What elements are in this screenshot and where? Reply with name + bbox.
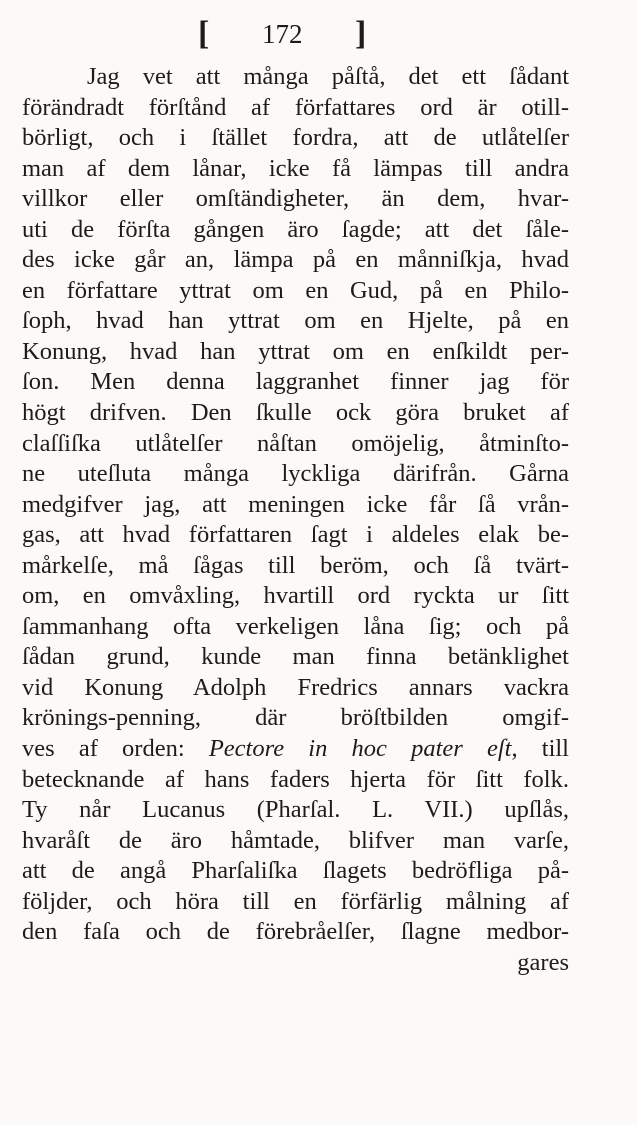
text-line-with-quotation bbox=[22, 734, 569, 765]
text-line: claſſiſka utlåtelſer nåſtan omöjelig, åtminſto- bbox=[22, 429, 569, 457]
text-line: gas, att hvad författaren ſagt i aldeles elak be- bbox=[22, 521, 569, 549]
text-line: vid Konung Adolph Fredrics annars vackra bbox=[22, 673, 569, 701]
latin-quotation: Pectore in hoc pater eſt bbox=[208, 735, 512, 763]
header-bracket-close: ] bbox=[355, 15, 367, 52]
text-line: Konung, hvad han yttrat om en enſkildt per- bbox=[22, 337, 569, 365]
page-number: 172 bbox=[262, 19, 303, 49]
text-line: medgifver jag, att meningen icke får ſå vrån- bbox=[22, 490, 569, 518]
text-line: om, en omvåxling, hvartill ord ryckta ur ſitt bbox=[22, 582, 569, 610]
text-line: börligt, och i ſtället fordra, att de utlåtelſer bbox=[22, 124, 569, 152]
text-line: villkor eller omſtändigheter, än dem, hvar- bbox=[22, 185, 569, 213]
page-header bbox=[0, 14, 637, 54]
text-line: man af dem lånar, icke få lämpas till andra bbox=[22, 154, 569, 182]
text-line: ſon. Men denna laggranhet finner jag för bbox=[22, 368, 569, 396]
header-bracket-open: [ bbox=[198, 15, 210, 52]
text-line: högt drifven. Den ſkulle ock göra bruket af bbox=[22, 399, 569, 427]
text-line: betecknande af hans faders hjerta för ſitt folk. bbox=[22, 765, 569, 793]
text-line: ſammanhang ofta verkeligen låna ſig; och på bbox=[22, 612, 569, 640]
text-line: följder, och höra till en förfärlig målning af bbox=[22, 887, 569, 915]
text-line: den faſa och de förebråelſer, ſlagne medbor- bbox=[22, 918, 569, 946]
text-line: des icke går an, lämpa på en månniſkja, hvad bbox=[22, 246, 569, 274]
text-line: ſoph, hvad han yttrat om en Hjelte, på en bbox=[22, 307, 569, 335]
text-line: ne uteſluta många lyckliga därifrån. Gårna bbox=[22, 460, 569, 488]
text-line: Jag vet att många påſtå, det ett ſådant bbox=[87, 63, 569, 90]
text-line: förändradt förſtånd af författares ord är otill- bbox=[22, 93, 569, 121]
text-line: uti de förſta gången äro ſagde; att det ſåle- bbox=[22, 215, 569, 243]
text-line: en författare yttrat om en Gud, på en Philo- bbox=[22, 276, 569, 304]
text-line: Ty når Lucanus (Pharſal. L. VII.) upſlås, bbox=[22, 796, 569, 824]
text-line: hvaråſt de äro håmtade, blifver man varſe, bbox=[22, 826, 569, 854]
text-line: krönings-penning, där bröſtbilden omgif- bbox=[22, 704, 569, 732]
text-line: att de angå Pharſaliſka ſlagets bedröfliga på- bbox=[22, 857, 569, 885]
catchword: gares bbox=[517, 948, 569, 976]
quotation-tail: , till bbox=[511, 735, 569, 763]
quotation-lead-in: ves af orden: bbox=[22, 735, 209, 763]
body-text bbox=[22, 62, 569, 978]
text-line: ſådan grund, kunde man finna betänklighet bbox=[22, 643, 569, 671]
text-line: mårkelſe, må ſågas till beröm, och ſå tvärt- bbox=[22, 551, 569, 579]
